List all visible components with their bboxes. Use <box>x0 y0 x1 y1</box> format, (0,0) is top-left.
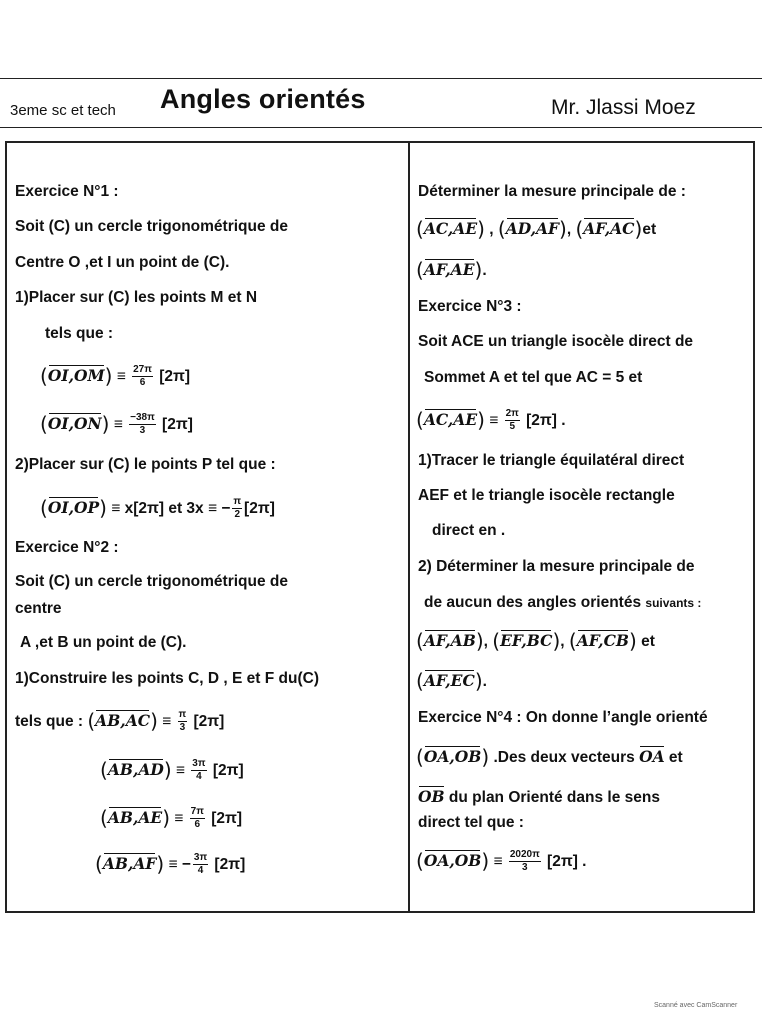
ex1-eq3-rest: ≡ x[2π] et 3x ≡ − <box>111 500 231 517</box>
vector-oa: OA <box>639 747 665 766</box>
frac-num: 3π <box>193 852 208 864</box>
ex4-line-4: direct tel que : <box>418 814 524 831</box>
ex2-equation-2: (AB,AD) ≡ $\frac{3\pi}{4}$ [2π] <box>100 758 244 783</box>
angle-af-cb: AF,CB <box>576 631 630 650</box>
ex4-line-1: Exercice N°4 : On donne l’angle orienté <box>418 709 708 726</box>
ex2-line-5: tels que : <box>15 713 84 730</box>
frac-num: π <box>178 709 187 721</box>
ex4-line-3 <box>418 787 660 807</box>
ex1-line-5: 2)Placer sur (C) le points P tel que : <box>15 456 276 473</box>
frac-den: 6 <box>194 819 201 831</box>
ex1-equation-2: (OI,ON) ≡ $\frac{-38\pi}{3}$ [2π] <box>40 412 193 437</box>
ex4-equation: (OA,OB) ≡ $\frac{2020\pi}{3}$ [2π] . <box>416 849 587 874</box>
ex3-angles-row-1: (AF,AB), (EF,BC), (AF,CB) et <box>416 629 655 653</box>
angle-af-ab: AF,AB <box>423 631 476 650</box>
header-bottom-rule <box>0 127 762 128</box>
ex4-line-2: (OA,OB) .Des deux vecteurs OA et <box>416 745 683 769</box>
frac-den: 3 <box>179 722 186 734</box>
frac-den: 5 <box>509 421 516 433</box>
teacher-name: Mr. Jlassi Moez <box>551 96 696 119</box>
frac-den: 6 <box>139 377 146 389</box>
ex2-equation-1: tels que : (AB,AC) ≡ $\frac{\pi}{3}$ [2π] <box>15 709 225 734</box>
frac-num: 3π <box>192 758 206 770</box>
angle-ac-ae: AC,AE <box>423 410 478 429</box>
angle-oi-op: OI,OP <box>47 498 100 517</box>
ex1-line-3: 1)Placer sur (C) les points M et N <box>15 289 258 306</box>
frac-den: 3 <box>522 862 528 874</box>
class-label: 3eme sc et tech <box>10 102 116 119</box>
frac-den: 4 <box>196 771 202 783</box>
ex1-equation-3: (OI,OP) ≡ x[2π] et 3x ≡ − $\frac{\pi}{2}$ [2π] <box>40 496 275 521</box>
ex4-line-3-text: du plan Orienté dans le sens <box>448 789 660 806</box>
angle-ab-af: AB,AF <box>102 854 157 873</box>
frac-den: 3 <box>139 425 146 437</box>
ex4-et: et <box>668 749 683 766</box>
ex3-angles-row-2: (AF,EC). <box>416 669 487 693</box>
frac-num: 7π <box>190 806 204 818</box>
ex4-line-2-text: .Des deux vecteurs <box>493 749 635 766</box>
ex1-line-1: Soit (C) un cercle trigonométrique de <box>15 218 288 235</box>
right-angles-row-2: (AF,AE). <box>416 258 487 282</box>
angle-oi-on: OI,ON <box>47 414 102 433</box>
ex1-line-4: tels que : <box>45 325 114 342</box>
header-top-rule <box>0 78 762 79</box>
scanner-footer: Scanné avec CamScanner <box>654 1002 738 1009</box>
angle-af-ac: AF,AC <box>583 219 635 238</box>
right-et: et <box>642 221 657 238</box>
ex3-line-1: Soit ACE un triangle isocèle direct de <box>418 333 694 350</box>
angle-ac-ae: AC,AE <box>423 219 478 238</box>
ex2-line-3: A ,et B un point de (C). <box>20 634 187 651</box>
vector-ob: OB <box>418 787 445 806</box>
ex2-line-1: Soit (C) un cercle trigonométrique de <box>15 573 288 590</box>
angle-ab-ad: AB,AD <box>107 760 164 779</box>
right-line-1: Déterminer la mesure principale de : <box>418 183 686 200</box>
frac-num: −38π <box>130 412 155 424</box>
ex3-line-3: 1)Tracer le triangle équilatéral direct <box>418 452 685 469</box>
frac-num: 27π <box>133 364 152 376</box>
angle-oa-ob: OA,OB <box>423 747 482 766</box>
ex3-line-4: AEF et le triangle isocèle rectangle <box>418 487 675 504</box>
ex2-equation-3: (AB,AE) ≡ $\frac{7\pi}{6}$ [2π] <box>100 806 243 831</box>
exercise-1-title: Exercice N°1 : <box>15 183 119 200</box>
ex3-line-7 <box>424 594 701 612</box>
frac-num: π <box>233 496 242 508</box>
ex3-line-2: Sommet A et tel que AC = 5 et <box>424 369 643 386</box>
ex3-line-7-main: de aucun des angles orientés <box>424 594 642 611</box>
ex2-line-4: 1)Construire les points C, D , E et F du(C) <box>15 670 319 687</box>
angle-af-ec: AF,EC <box>423 671 475 690</box>
exercise-2-title: Exercice N°2 : <box>15 539 119 556</box>
ex1-line-2: Centre O ,et I un point de (C). <box>15 254 230 271</box>
angle-oi-om: OI,OM <box>47 366 105 385</box>
ex1-equation-1: (OI,OM) ≡ $\frac{27\pi}{6}$ [2π] <box>40 364 191 389</box>
frac-num: 2π <box>505 408 519 420</box>
angle-ef-bc: EF,BC <box>500 631 553 650</box>
ex3-equation: (AC,AE) ≡ $\frac{2\pi}{5}$ [2π] . <box>416 408 566 433</box>
exercise-3-title: Exercice N°3 : <box>418 298 522 315</box>
frac-num: 2020π <box>509 849 540 861</box>
ex3-line-6: 2) Déterminer la mesure principale de <box>418 558 695 575</box>
angle-ab-ac: AB,AC <box>95 711 151 730</box>
frac-den: 2 <box>234 509 240 521</box>
ex2-equation-4: (AB,AF) ≡ − $\frac{3\pi}{4}$ [2π] <box>95 852 246 877</box>
ex2-line-2: centre <box>15 600 62 617</box>
ex3-line-7-tail: suivants : <box>645 596 702 610</box>
angle-ab-ae: AB,AE <box>107 808 163 827</box>
angle-af-ae: AF,AE <box>423 260 475 279</box>
right-angles-row-1: (AC,AE) , (AD,AF), (AF,AC)et <box>416 217 657 241</box>
ex3-line-5: direct en . <box>432 522 506 539</box>
frac-den: 4 <box>197 865 204 877</box>
page-title: Angles orientés <box>160 84 366 114</box>
ex3-et: et <box>641 633 655 650</box>
angle-oa-ob-eq: OA,OB <box>423 851 482 870</box>
angle-ad-af: AD,AF <box>505 219 560 238</box>
